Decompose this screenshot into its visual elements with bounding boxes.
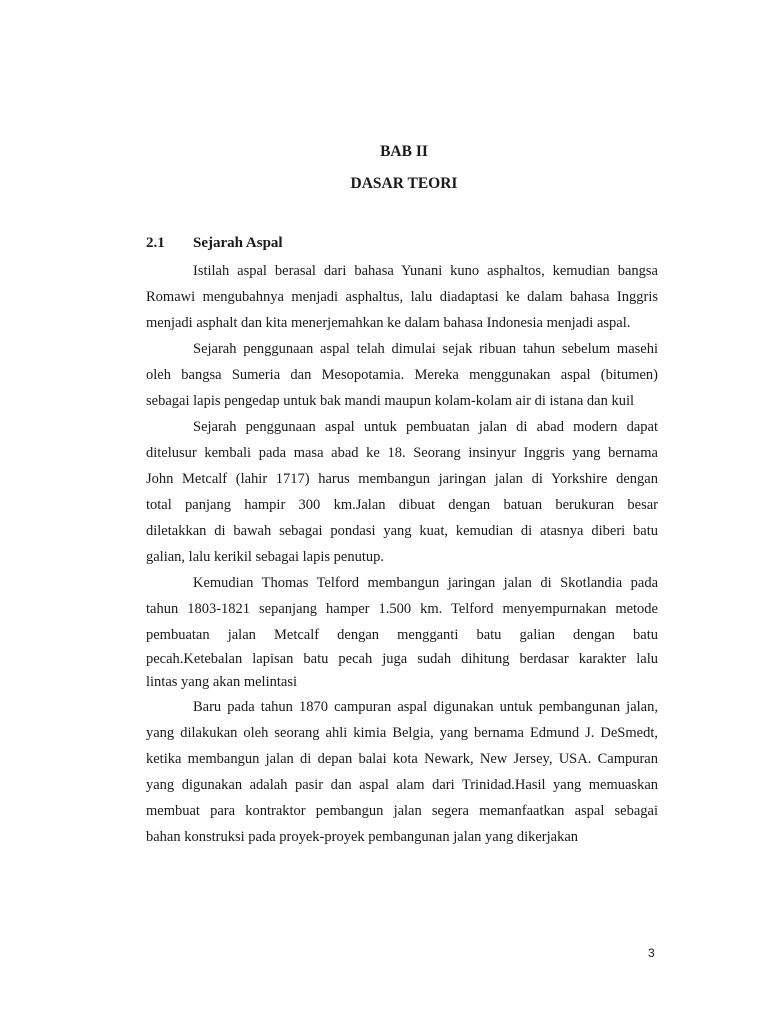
paragraph-line: yang dilakukan oleh seorang ahli kimia Belgia, yang bernama Edmund J. DeSmedt,	[146, 725, 658, 741]
chapter-heading	[30, 136, 768, 200]
paragraph-line: oleh bangsa Sumeria dan Mesopotamia. Mereka menggunakan aspal (bitumen)	[146, 367, 658, 383]
chapter-title: DASAR TEORI	[350, 175, 458, 192]
paragraph-line: sebagai lapis pengedap untuk bak mandi maupun kolam-kolam air di istana dan kuil	[146, 393, 635, 409]
page-number: 3	[648, 946, 655, 960]
section-heading	[146, 233, 283, 253]
paragraph-line: Baru pada tahun 1870 campuran aspal digunakan untuk pembangunan jalan,	[193, 699, 658, 715]
section-title: Sejarah Aspal	[193, 235, 283, 251]
body-text	[146, 258, 658, 850]
paragraph-line: tahun 1803-1821 sepanjang hamper 1.500 km. Telford menyempurnakan metode	[146, 601, 658, 617]
section-number: 2.1	[146, 235, 165, 251]
paragraph-line: pembuatan jalan Metcalf dengan mengganti batu galian dengan batu	[146, 627, 658, 643]
paragraph-line: menjadi asphalt dan kita menerjemahkan ke dalam bahasa Indonesia menjadi aspal.	[146, 315, 631, 331]
paragraph-line: bahan konstruksi pada proyek-proyek pembangunan jalan yang dikerjakan	[146, 829, 579, 845]
paragraph-line: lintas yang akan melintasi	[146, 674, 298, 690]
paragraph-line: Kemudian Thomas Telford membangun jaringan jalan di Skotlandia pada	[193, 575, 658, 591]
paragraph-line: ditelusur kembali pada masa abad ke 18. Seorang insinyur Inggris yang bernama	[146, 445, 658, 461]
paragraph-line: membuat para kontraktor pembangun jalan segera memanfaatkan aspal sebagai	[146, 803, 658, 819]
paragraph-line: galian, lalu kerikil sebagai lapis penutup.	[146, 549, 384, 565]
paragraph-line: Sejarah penggunaan aspal untuk pembuatan jalan di abad modern dapat	[193, 419, 658, 435]
chapter-label: BAB II	[380, 143, 428, 160]
paragraph-line: Romawi mengubahnya menjadi asphaltus, lalu diadaptasi ke dalam bahasa Inggris	[146, 289, 658, 305]
paragraph-line: Istilah aspal berasal dari bahasa Yunani kuno asphaltos, kemudian bangsa	[193, 263, 658, 279]
paragraph-line: John Metcalf (lahir 1717) harus membangun jaringan jalan di Yorkshire dengan	[146, 471, 658, 487]
paragraph-line: Sejarah penggunaan aspal telah dimulai sejak ribuan tahun sebelum masehi	[193, 341, 658, 357]
paragraph-line: total panjang hampir 300 km.Jalan dibuat dengan batuan berukuran besar	[146, 497, 658, 513]
paragraph-line: diletakkan di bawah sebagai pondasi yang kuat, kemudian di atasnya diberi batu	[146, 523, 658, 539]
paragraph-line: yang digunakan adalah pasir dan aspal alam dari Trinidad.Hasil yang memuaskan	[146, 777, 658, 793]
paragraph-line: pecah.Ketebalan lapisan batu pecah juga sudah dihitung berdasar karakter lalu	[146, 651, 658, 667]
paragraph-line: ketika membangun jalan di depan balai kota Newark, New Jersey, USA. Campuran	[146, 751, 658, 767]
